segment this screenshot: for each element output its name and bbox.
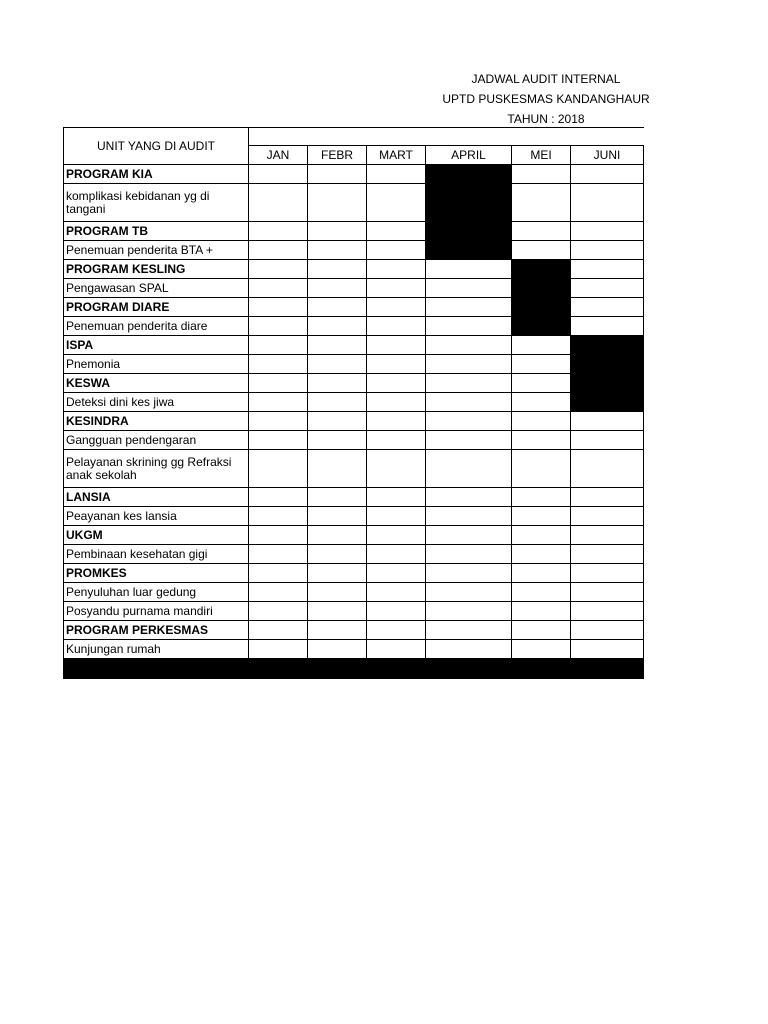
month-cell xyxy=(249,431,308,450)
month-cell xyxy=(249,336,308,355)
month-cell xyxy=(308,184,367,222)
month-cell xyxy=(512,184,571,222)
month-cell xyxy=(426,488,512,507)
month-cell xyxy=(249,545,308,564)
month-cell xyxy=(367,640,426,659)
month-cell xyxy=(367,260,426,279)
program-name-cell: PROGRAM DIARE xyxy=(64,298,249,317)
scheduled-month-cell xyxy=(571,336,644,355)
activity-name-cell: Kunjungan rumah xyxy=(64,640,249,659)
program-name-cell: LANSIA xyxy=(64,488,249,507)
month-cell xyxy=(426,393,512,412)
month-cell xyxy=(249,621,308,640)
month-cell xyxy=(367,583,426,602)
month-cell xyxy=(512,165,571,184)
month-cell xyxy=(571,241,644,260)
scheduled-month-cell xyxy=(512,279,571,298)
table-row xyxy=(64,431,644,450)
title-line-3: TAHUN : 2018 xyxy=(507,112,585,126)
month-cell xyxy=(308,564,367,583)
title-line-1: JADWAL AUDIT INTERNAL xyxy=(471,72,621,86)
month-cell xyxy=(571,640,644,659)
month-cell xyxy=(249,260,308,279)
month-cell xyxy=(426,583,512,602)
month-cell xyxy=(426,431,512,450)
month-cell xyxy=(367,393,426,412)
month-cell xyxy=(249,241,308,260)
unit-column-header: UNIT YANG DI AUDIT xyxy=(64,128,249,165)
month-cell xyxy=(512,583,571,602)
month-cell xyxy=(308,545,367,564)
table-row xyxy=(64,564,644,583)
month-cell xyxy=(249,374,308,393)
month-cell xyxy=(571,412,644,431)
activity-name-cell: Pembinaan kesehatan gigi xyxy=(64,545,249,564)
table-row xyxy=(64,374,644,393)
month-cell xyxy=(367,165,426,184)
month-cell xyxy=(249,298,308,317)
scheduled-month-cell xyxy=(512,260,571,279)
month-cell xyxy=(367,602,426,621)
month-cell xyxy=(426,640,512,659)
month-cell xyxy=(512,488,571,507)
month-cell xyxy=(249,355,308,374)
month-cell xyxy=(367,298,426,317)
month-cell xyxy=(367,621,426,640)
table-row xyxy=(64,583,644,602)
table-row xyxy=(64,260,644,279)
program-name-cell: KESINDRA xyxy=(64,412,249,431)
month-cell xyxy=(512,241,571,260)
program-name-cell: KESWA xyxy=(64,374,249,393)
activity-name-cell: Posyandu purnama mandiri xyxy=(64,602,249,621)
table-row xyxy=(64,279,644,298)
activity-name-cell: Deteksi dini kes jiwa xyxy=(64,393,249,412)
month-cell xyxy=(367,279,426,298)
month-cell xyxy=(426,450,512,488)
month-cell xyxy=(426,355,512,374)
month-cell xyxy=(249,279,308,298)
month-cell xyxy=(308,260,367,279)
program-name-cell: PROGRAM PERKESMAS xyxy=(64,621,249,640)
table-row xyxy=(64,241,644,260)
table-row xyxy=(64,355,644,374)
scheduled-month-cell xyxy=(426,165,512,184)
footer-black-bar xyxy=(64,659,644,679)
month-cell xyxy=(571,545,644,564)
activity-name-cell: Pengawasan SPAL xyxy=(64,279,249,298)
month-header-mei: MEI xyxy=(512,146,571,165)
month-cell xyxy=(512,412,571,431)
month-cell xyxy=(308,526,367,545)
scheduled-month-cell xyxy=(571,393,644,412)
month-cell xyxy=(571,564,644,583)
month-cell xyxy=(249,222,308,241)
program-name-cell: PROGRAM TB xyxy=(64,222,249,241)
month-cell xyxy=(367,184,426,222)
month-cell xyxy=(308,412,367,431)
month-header-febr: FEBR xyxy=(308,146,367,165)
month-cell xyxy=(249,184,308,222)
month-cell xyxy=(426,336,512,355)
scheduled-month-cell xyxy=(426,184,512,222)
table-row xyxy=(64,222,644,241)
month-cell xyxy=(512,222,571,241)
month-cell xyxy=(308,488,367,507)
table-row xyxy=(64,317,644,336)
table-row xyxy=(64,165,644,184)
months-group-header xyxy=(249,128,644,146)
table-row xyxy=(64,640,644,659)
program-name-cell: UKGM xyxy=(64,526,249,545)
month-cell xyxy=(308,507,367,526)
month-cell xyxy=(367,355,426,374)
month-cell xyxy=(571,184,644,222)
table-row xyxy=(64,412,644,431)
month-cell xyxy=(308,336,367,355)
table-footer-bar xyxy=(64,659,644,679)
month-cell xyxy=(426,298,512,317)
table-row xyxy=(64,393,644,412)
month-cell xyxy=(249,583,308,602)
month-cell xyxy=(308,621,367,640)
month-cell xyxy=(571,222,644,241)
activity-name-cell: Peayanan kes lansia xyxy=(64,507,249,526)
month-cell xyxy=(367,317,426,336)
month-cell xyxy=(249,488,308,507)
month-cell xyxy=(367,336,426,355)
month-cell xyxy=(308,298,367,317)
month-cell xyxy=(426,526,512,545)
month-cell xyxy=(571,431,644,450)
month-cell xyxy=(367,431,426,450)
month-cell xyxy=(571,165,644,184)
month-cell xyxy=(308,583,367,602)
month-header-april: APRIL xyxy=(426,146,512,165)
month-cell xyxy=(367,526,426,545)
table-row xyxy=(64,526,644,545)
month-cell xyxy=(512,355,571,374)
month-cell xyxy=(512,621,571,640)
document-title-block xyxy=(430,69,662,129)
activity-name-cell: komplikasi kebidanan yg di tangani xyxy=(64,184,249,222)
month-cell xyxy=(512,602,571,621)
month-cell xyxy=(426,279,512,298)
scheduled-month-cell xyxy=(571,374,644,393)
month-header-juni: JUNI xyxy=(571,146,644,165)
month-cell xyxy=(426,545,512,564)
month-cell xyxy=(249,393,308,412)
month-cell xyxy=(308,640,367,659)
month-cell xyxy=(308,450,367,488)
activity-name-cell: Penyuluhan luar gedung xyxy=(64,583,249,602)
month-cell xyxy=(308,374,367,393)
program-name-cell: PROMKES xyxy=(64,564,249,583)
month-cell xyxy=(249,640,308,659)
month-cell xyxy=(308,431,367,450)
month-cell xyxy=(512,507,571,526)
audit-schedule-table xyxy=(63,127,644,679)
month-cell xyxy=(512,564,571,583)
month-cell xyxy=(571,526,644,545)
month-cell xyxy=(308,393,367,412)
month-cell xyxy=(367,412,426,431)
month-cell xyxy=(308,279,367,298)
month-cell xyxy=(571,583,644,602)
month-cell xyxy=(367,488,426,507)
table-row xyxy=(64,545,644,564)
month-header-mart: MART xyxy=(367,146,426,165)
program-name-cell: PROGRAM KESLING xyxy=(64,260,249,279)
month-cell xyxy=(571,450,644,488)
scheduled-month-cell xyxy=(426,222,512,241)
month-cell xyxy=(571,507,644,526)
activity-name-cell: Gangguan pendengaran xyxy=(64,431,249,450)
month-cell xyxy=(308,165,367,184)
table-row xyxy=(64,298,644,317)
month-cell xyxy=(512,431,571,450)
month-cell xyxy=(512,336,571,355)
month-cell xyxy=(308,317,367,336)
month-cell xyxy=(426,317,512,336)
month-cell xyxy=(571,621,644,640)
table-row xyxy=(64,621,644,640)
scheduled-month-cell xyxy=(571,355,644,374)
scheduled-month-cell xyxy=(512,317,571,336)
month-cell xyxy=(571,279,644,298)
month-cell xyxy=(249,450,308,488)
month-cell xyxy=(367,222,426,241)
month-cell xyxy=(512,640,571,659)
month-cell xyxy=(512,450,571,488)
month-cell xyxy=(426,374,512,393)
month-cell xyxy=(367,564,426,583)
month-cell xyxy=(512,545,571,564)
activity-name-cell: Pnemonia xyxy=(64,355,249,374)
month-header-jan: JAN xyxy=(249,146,308,165)
table-row xyxy=(64,336,644,355)
table-row xyxy=(64,507,644,526)
month-cell xyxy=(426,260,512,279)
month-cell xyxy=(249,602,308,621)
table-row xyxy=(64,184,644,222)
month-cell xyxy=(512,526,571,545)
month-cell xyxy=(249,317,308,336)
month-cell xyxy=(426,507,512,526)
month-cell xyxy=(512,393,571,412)
table-row xyxy=(64,488,644,507)
program-name-cell: PROGRAM KIA xyxy=(64,165,249,184)
month-cell xyxy=(308,222,367,241)
program-name-cell: ISPA xyxy=(64,336,249,355)
month-cell xyxy=(367,241,426,260)
month-cell xyxy=(571,317,644,336)
month-cell xyxy=(571,488,644,507)
month-cell xyxy=(249,507,308,526)
month-cell xyxy=(249,526,308,545)
month-cell xyxy=(367,374,426,393)
month-cell xyxy=(249,412,308,431)
month-cell xyxy=(512,374,571,393)
title-line-2: UPTD PUSKESMAS KANDANGHAUR xyxy=(442,92,650,106)
scheduled-month-cell xyxy=(512,298,571,317)
month-cell xyxy=(367,450,426,488)
month-cell xyxy=(426,412,512,431)
month-cell xyxy=(571,602,644,621)
month-cell xyxy=(571,298,644,317)
table-row xyxy=(64,602,644,621)
table-row xyxy=(64,450,644,488)
activity-name-cell: Penemuan penderita BTA + xyxy=(64,241,249,260)
month-cell xyxy=(426,621,512,640)
month-cell xyxy=(571,260,644,279)
activity-name-cell: Penemuan penderita diare xyxy=(64,317,249,336)
month-cell xyxy=(308,355,367,374)
month-cell xyxy=(308,602,367,621)
schedule-body xyxy=(64,165,644,659)
month-cell xyxy=(367,545,426,564)
month-cell xyxy=(426,564,512,583)
month-cell xyxy=(249,165,308,184)
month-cell xyxy=(426,602,512,621)
activity-name-cell: Pelayanan skrining gg Refraksi anak sekolah xyxy=(64,450,249,488)
month-cell xyxy=(249,564,308,583)
month-cell xyxy=(367,507,426,526)
month-cell xyxy=(308,241,367,260)
scheduled-month-cell xyxy=(426,241,512,260)
